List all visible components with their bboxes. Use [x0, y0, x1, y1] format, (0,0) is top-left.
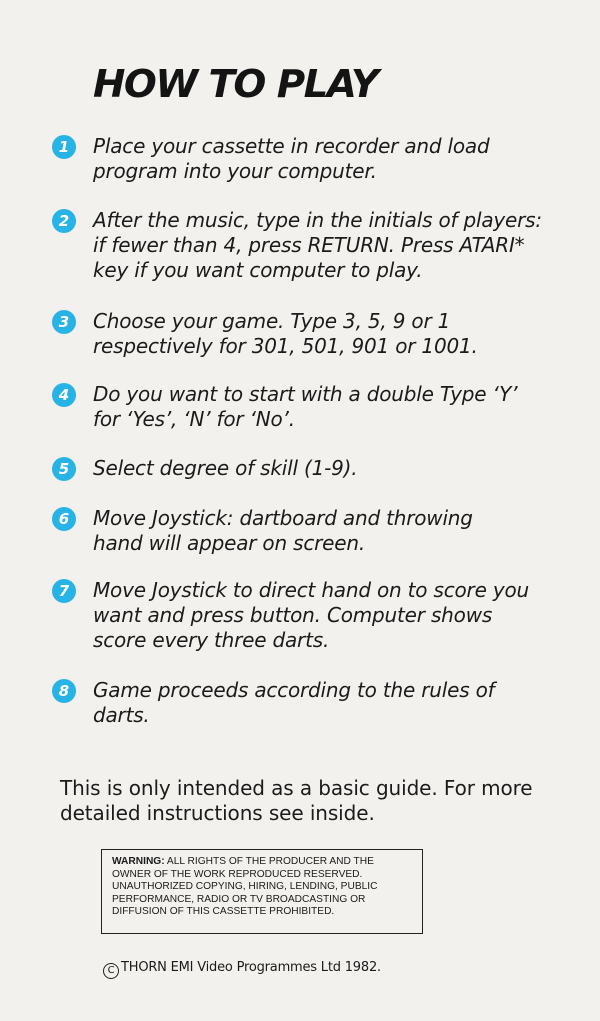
step-5: [52, 456, 582, 481]
step-text: Select degree of skill (1-9).: [93, 456, 358, 480]
step-6: [52, 506, 582, 556]
step-text: Place your cassette in recorder and load program into your computer.: [93, 134, 490, 183]
warning-box: [101, 849, 423, 934]
step-1: [52, 134, 582, 184]
step-number-badge: 7: [52, 579, 76, 603]
step-text: Move Joystick to direct hand on to score you want and press button. Computer shows score every three darts.: [93, 578, 529, 652]
copyright-text: THORN EMI Video Programmes Ltd 1982.: [121, 960, 381, 975]
step-7: [52, 578, 582, 653]
warning-label: WARNING:: [112, 856, 165, 867]
step-number-badge: 2: [52, 209, 76, 233]
step-2: [52, 208, 582, 283]
step-text: Move Joystick: dartboard and throwing hand will appear on screen.: [93, 506, 473, 555]
step-text: Choose your game. Type 3, 5, 9 or 1 respectively for 301, 501, 901 or 1001.: [93, 309, 478, 358]
step-number-badge: 4: [52, 383, 76, 407]
step-number-badge: 3: [52, 310, 76, 334]
step-text: Game proceeds according to the rules of darts.: [93, 678, 495, 727]
step-text: After the music, type in the initials of players: if fewer than 4, press RETURN. Press ATARI* key if you want computer to play.: [93, 208, 542, 282]
step-text: Do you want to start with a double Type ‘Y’ for ‘Yes’, ‘N’ for ‘No’.: [93, 382, 518, 431]
step-4: [52, 382, 582, 432]
step-number-badge: 1: [52, 135, 76, 159]
copyright-line: [103, 960, 381, 979]
step-number-badge: 5: [52, 457, 76, 481]
step-number-badge: 6: [52, 507, 76, 531]
warning-text: ALL RIGHTS OF THE PRODUCER AND THE OWNER OF THE WORK REPRODUCED RESERVED. UNAUTHORIZED COPYING, HIRING, LENDING, PUBLIC PERFORMANCE, RADIO OR TV BROADCASTING OR DIFFUSION OF THIS CASSETTE PROHIBITED.: [112, 856, 378, 918]
page-title: HOW TO PLAY: [93, 62, 378, 106]
step-3: [52, 309, 582, 359]
step-number-badge: 8: [52, 679, 76, 703]
step-8: [52, 678, 582, 728]
copyright-icon: C: [103, 963, 119, 979]
guide-note: This is only intended as a basic guide. For more detailed instructions see inside.: [60, 776, 533, 825]
